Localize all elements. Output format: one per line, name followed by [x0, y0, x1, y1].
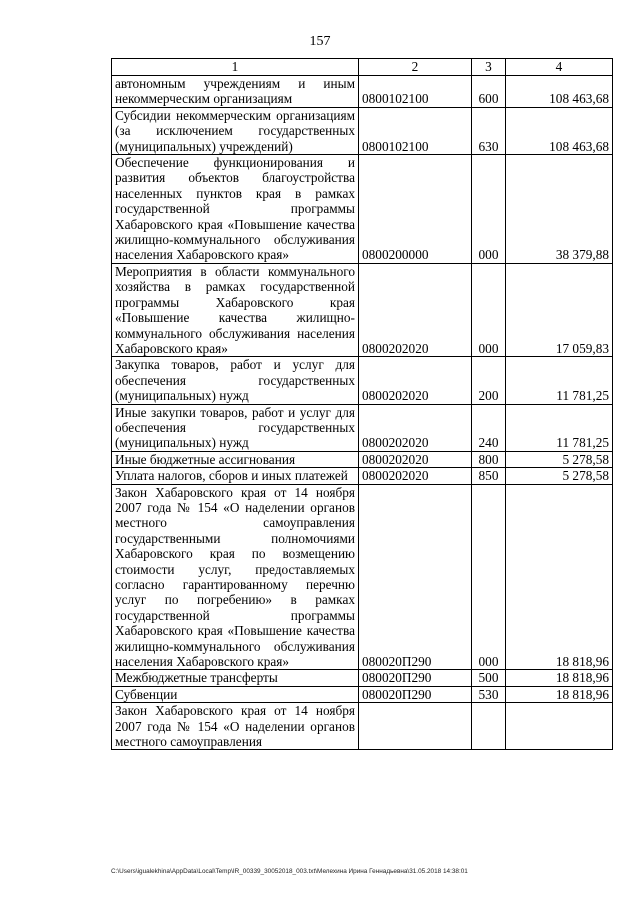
- row-code: 080020П290: [359, 670, 472, 686]
- row-type: 630: [472, 107, 506, 154]
- table-row: [112, 484, 613, 670]
- table-row: [112, 404, 613, 451]
- table-row: [112, 686, 613, 702]
- table-row: [112, 76, 613, 108]
- row-amount: 11 781,25: [506, 404, 613, 451]
- column-header-name: 1: [112, 59, 359, 76]
- row-amount: 18 818,96: [506, 670, 613, 686]
- row-name: Субвенции: [112, 686, 359, 702]
- row-name: Закон Хабаровского края от 14 ноября 2007 года № 154 «О наделении органов местного самоуправления: [112, 703, 359, 750]
- row-amount: [506, 703, 613, 750]
- row-name: автономным учреждениям и иным некоммерческим организациям: [112, 76, 359, 108]
- table-row: [112, 451, 613, 467]
- table-row: [112, 107, 613, 154]
- row-code: 0800202020: [359, 468, 472, 484]
- row-name: Обеспечение функционирования и развития объектов благоустройства населенных пунктов края в рамках государственной программы Хабаровского края «Повышение качества жилищно-коммунального обслуживания населения Хабаровского края»: [112, 155, 359, 264]
- row-amount: 18 818,96: [506, 484, 613, 670]
- row-type: 200: [472, 357, 506, 404]
- row-code: 0800202020: [359, 404, 472, 451]
- table-row: [112, 670, 613, 686]
- row-name: Межбюджетные трансферты: [112, 670, 359, 686]
- row-name: Субсидии некоммерческим организациям (за исключением государственных (муниципальных) учреждений): [112, 107, 359, 154]
- row-name: Уплата налогов, сборов и иных платежей: [112, 468, 359, 484]
- column-header-code: 2: [359, 59, 472, 76]
- page-number: 157: [309, 34, 331, 49]
- row-code: [359, 703, 472, 750]
- row-type: 800: [472, 451, 506, 467]
- row-type: 500: [472, 670, 506, 686]
- row-type: 240: [472, 404, 506, 451]
- row-type: 000: [472, 155, 506, 264]
- row-amount: 38 379,88: [506, 155, 613, 264]
- row-type: 000: [472, 484, 506, 670]
- row-code: 0800202020: [359, 451, 472, 467]
- row-name: Иные закупки товаров, работ и услуг для обеспечения государственных (муниципальных) нужд: [112, 404, 359, 451]
- table-header-row: [112, 59, 613, 76]
- row-amount: 5 278,58: [506, 468, 613, 484]
- row-amount: 108 463,68: [506, 76, 613, 108]
- row-name: Мероприятия в области коммунального хозяйства в рамках государственной программы Хабаровского края «Повышение качества жилищно-коммунального обслуживания населения Хабаровского края»: [112, 263, 359, 356]
- row-name: Иные бюджетные ассигнования: [112, 451, 359, 467]
- table-row: [112, 703, 613, 750]
- row-name: Закупка товаров, работ и услуг для обеспечения государственных (муниципальных) нужд: [112, 357, 359, 404]
- column-header-amount: 4: [506, 59, 613, 76]
- row-type: 000: [472, 263, 506, 356]
- budget-table: [111, 58, 613, 750]
- table-row: [112, 357, 613, 404]
- row-type: 850: [472, 468, 506, 484]
- file-path-footer: C:\Users\igualekhina\AppData\Local\Temp\IR_00339_30052018_003.txt\Мелехина Ирина Геннадьевна\31.05.2018 14:38:01: [111, 868, 468, 875]
- table-row: [112, 468, 613, 484]
- row-amount: 17 059,83: [506, 263, 613, 356]
- row-code: 0800202020: [359, 263, 472, 356]
- row-type: [472, 703, 506, 750]
- row-code: 0800102100: [359, 107, 472, 154]
- table-row: [112, 155, 613, 264]
- row-amount: 18 818,96: [506, 686, 613, 702]
- row-code: 080020П290: [359, 484, 472, 670]
- row-amount: 5 278,58: [506, 451, 613, 467]
- row-name: Закон Хабаровского края от 14 ноября 2007 года № 154 «О наделении органов местного самоуправления государственными полномочиями Хабаровского края по возмещению стоимости услуг, предоставляемых согласно гарантированному перечню услуг по погребению» в рамках государственной программы Хабаровского края «Повышение качества жилищно-коммунального обслуживания населения Хабаровского края»: [112, 484, 359, 670]
- row-type: 530: [472, 686, 506, 702]
- row-code: 0800200000: [359, 155, 472, 264]
- row-amount: 11 781,25: [506, 357, 613, 404]
- row-code: 080020П290: [359, 686, 472, 702]
- table-row: [112, 263, 613, 356]
- column-header-type: 3: [472, 59, 506, 76]
- row-code: 0800102100: [359, 76, 472, 108]
- row-amount: 108 463,68: [506, 107, 613, 154]
- row-code: 0800202020: [359, 357, 472, 404]
- row-type: 600: [472, 76, 506, 108]
